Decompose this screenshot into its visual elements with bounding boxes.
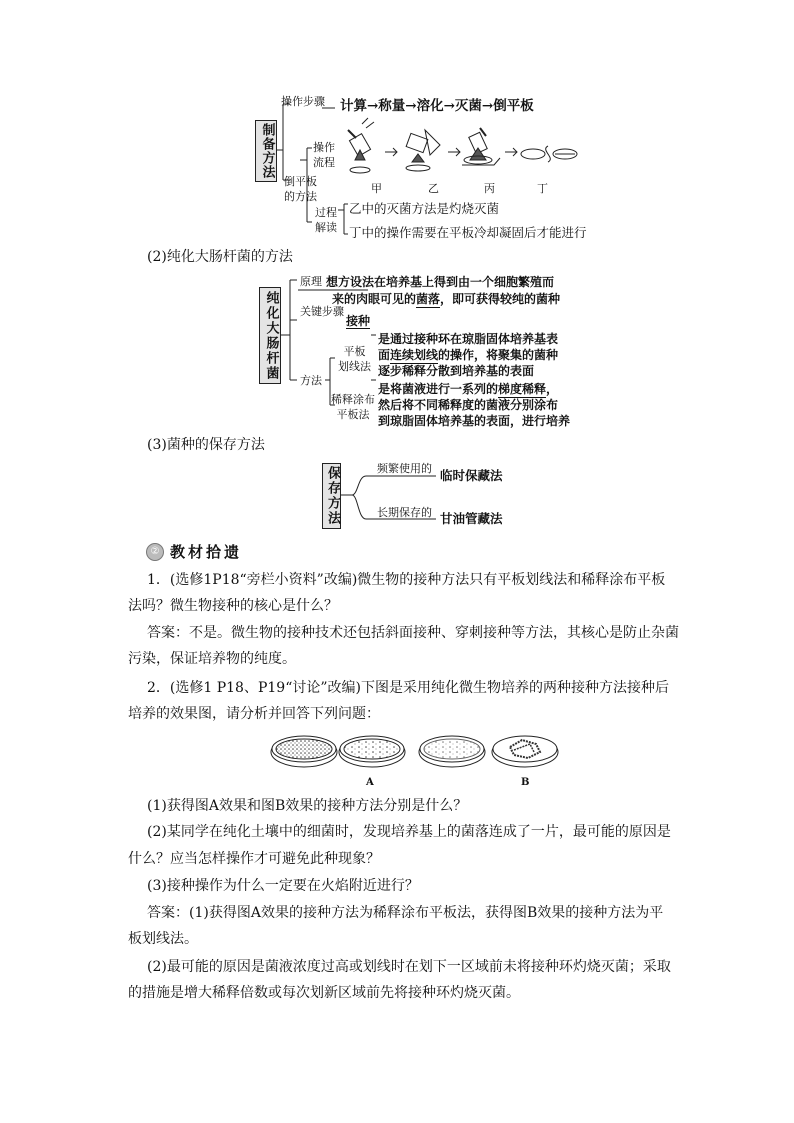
- spread-label-2: 平板法: [336, 408, 370, 422]
- q2-line-2: 培养的效果图，请分析并回答下列问题：: [128, 706, 380, 722]
- dish-label-a: A: [366, 777, 374, 788]
- method-label: 方法: [300, 374, 322, 387]
- flow-label-2: 流程: [313, 155, 335, 169]
- interp-line-2: 丁中的操作需要在平板冷却凝固后才能进行: [349, 225, 587, 240]
- q2-line-1: 2．(选修1 P18、P19“讨论”改编)下图是采用纯化微生物培养的两种接种方法接种后: [147, 680, 669, 696]
- spread-key-term: 梯度稀释: [498, 382, 547, 396]
- heading-purify: (2)纯化大肠杆菌的方法: [147, 249, 293, 265]
- flow-label-1: 操作: [313, 141, 335, 154]
- flow-mark-yi: 乙: [428, 182, 439, 195]
- flow-mark-ding: 丁: [537, 182, 548, 195]
- spread-line-3: 到琼脂固体培养基的表面，进行培养: [378, 414, 571, 428]
- q2-sub-2b: 什么？应当怎样操作才可避免此种现象？: [128, 851, 380, 867]
- dish-1: [271, 736, 337, 767]
- dish-4-streak: [492, 736, 558, 767]
- spread-line-2: 然后将不同稀释度的菌液分别涂布: [378, 398, 559, 412]
- flow-mark-bing: 丙: [484, 182, 495, 195]
- q1-line-2: 法吗？微生物接种的核心是什么？: [128, 598, 338, 614]
- spread-post: ，: [546, 382, 559, 396]
- long-value: 甘油管藏法: [440, 511, 503, 526]
- q1-answer-1: 答案：不是。微生物的接种技术还包括斜面接种、穿刺接种等方法，其核心是防止杂菌: [147, 625, 679, 641]
- storage-title: 保存方法: [324, 466, 340, 526]
- streak-pre: 面: [378, 348, 391, 362]
- steps-text: 计算→称量→溶化→灭菌→倒平板: [340, 98, 534, 114]
- q2-sub-1: (1)获得图A效果和图B效果的接种方法分别是什么？: [147, 798, 468, 814]
- key-step-label: 关键步骤: [300, 305, 344, 318]
- principle-post: ，即可获得较纯的菌种: [440, 292, 561, 306]
- freq-value: 临时保藏法: [440, 468, 503, 483]
- heading-storage: (3)菌种的保存方法: [147, 437, 265, 453]
- dish-2: [339, 736, 405, 767]
- principle-line-1: 想方设法在培养基上得到由一个细胞繁殖而: [326, 275, 555, 289]
- purify-title: 纯化大肠杆菌: [263, 290, 279, 381]
- spread-label-1: 稀释涂布: [331, 393, 375, 406]
- interp-line-1: 乙中的灭菌方法是灼烧灭菌: [349, 201, 500, 216]
- long-label: 长期保存的: [377, 506, 432, 519]
- pour-label-2: 的方法: [284, 189, 317, 203]
- principle-key-term: 菌落: [416, 292, 441, 306]
- q1-answer-2: 污染，保证培养物的纯度。: [128, 651, 296, 667]
- dish-label-b: B: [521, 777, 530, 788]
- preparation-title: 制备方法: [259, 123, 275, 179]
- section-title: 教材拾遗: [170, 543, 243, 561]
- q2-answer-2a: (2)最可能的原因是菌液浓度过高或划线时在划下一区域前未将接种环灼烧灭菌；采取: [147, 959, 671, 975]
- interp-label-2: 解读: [315, 220, 337, 234]
- section-number-icon: ②: [146, 543, 164, 561]
- streak-key-term: 连续划线: [390, 348, 439, 362]
- spread-pre: 是将菌液进行一系列的: [378, 382, 499, 396]
- key-step-value: 接种: [346, 314, 371, 328]
- q2-answer-2b: 的措施是增大稀释倍数或每次划新区域前先将接种环灼烧灭菌。: [128, 985, 520, 1001]
- dish-3: [419, 736, 485, 767]
- streak-line-3: 逐步稀释分散到培养基的表面: [378, 364, 535, 378]
- q2-sub-2a: (2)某同学在纯化土壤中的细菌时，发现培养基上的菌落连成了一片，最可能的原因是: [147, 824, 671, 840]
- freq-label: 频繁使用的: [377, 462, 432, 475]
- streak-post: 的操作，将聚集的菌种: [438, 348, 559, 362]
- step-label: 操作步骤: [281, 95, 325, 108]
- q2-answer-1b: 板划线法。: [128, 931, 198, 947]
- principle-label: 原理: [300, 275, 322, 288]
- q1-line-1: 1．(选修1P18“旁栏小资料”改编)微生物的接种方法只有平板划线法和稀释涂布平板: [147, 572, 666, 588]
- pour-label-1: 倒平板: [284, 175, 317, 188]
- streak-label-2: 划线法: [338, 360, 371, 374]
- q2-answer-1a: 答案：(1)获得图A效果的接种方法为稀释涂布平板法，获得图B效果的接种方法为平: [147, 905, 664, 921]
- streak-label-1: 平板: [343, 345, 366, 358]
- flow-mark-jia: 甲: [371, 182, 382, 195]
- streak-line-1: 是通过接种环在琼脂固体培养基表: [378, 332, 559, 346]
- interp-label-1: 过程: [315, 206, 337, 219]
- q2-sub-3: (3)接种操作为什么一定要在火焰附近进行？: [147, 878, 419, 894]
- principle-pre: 来的肉眼可见的: [332, 292, 417, 306]
